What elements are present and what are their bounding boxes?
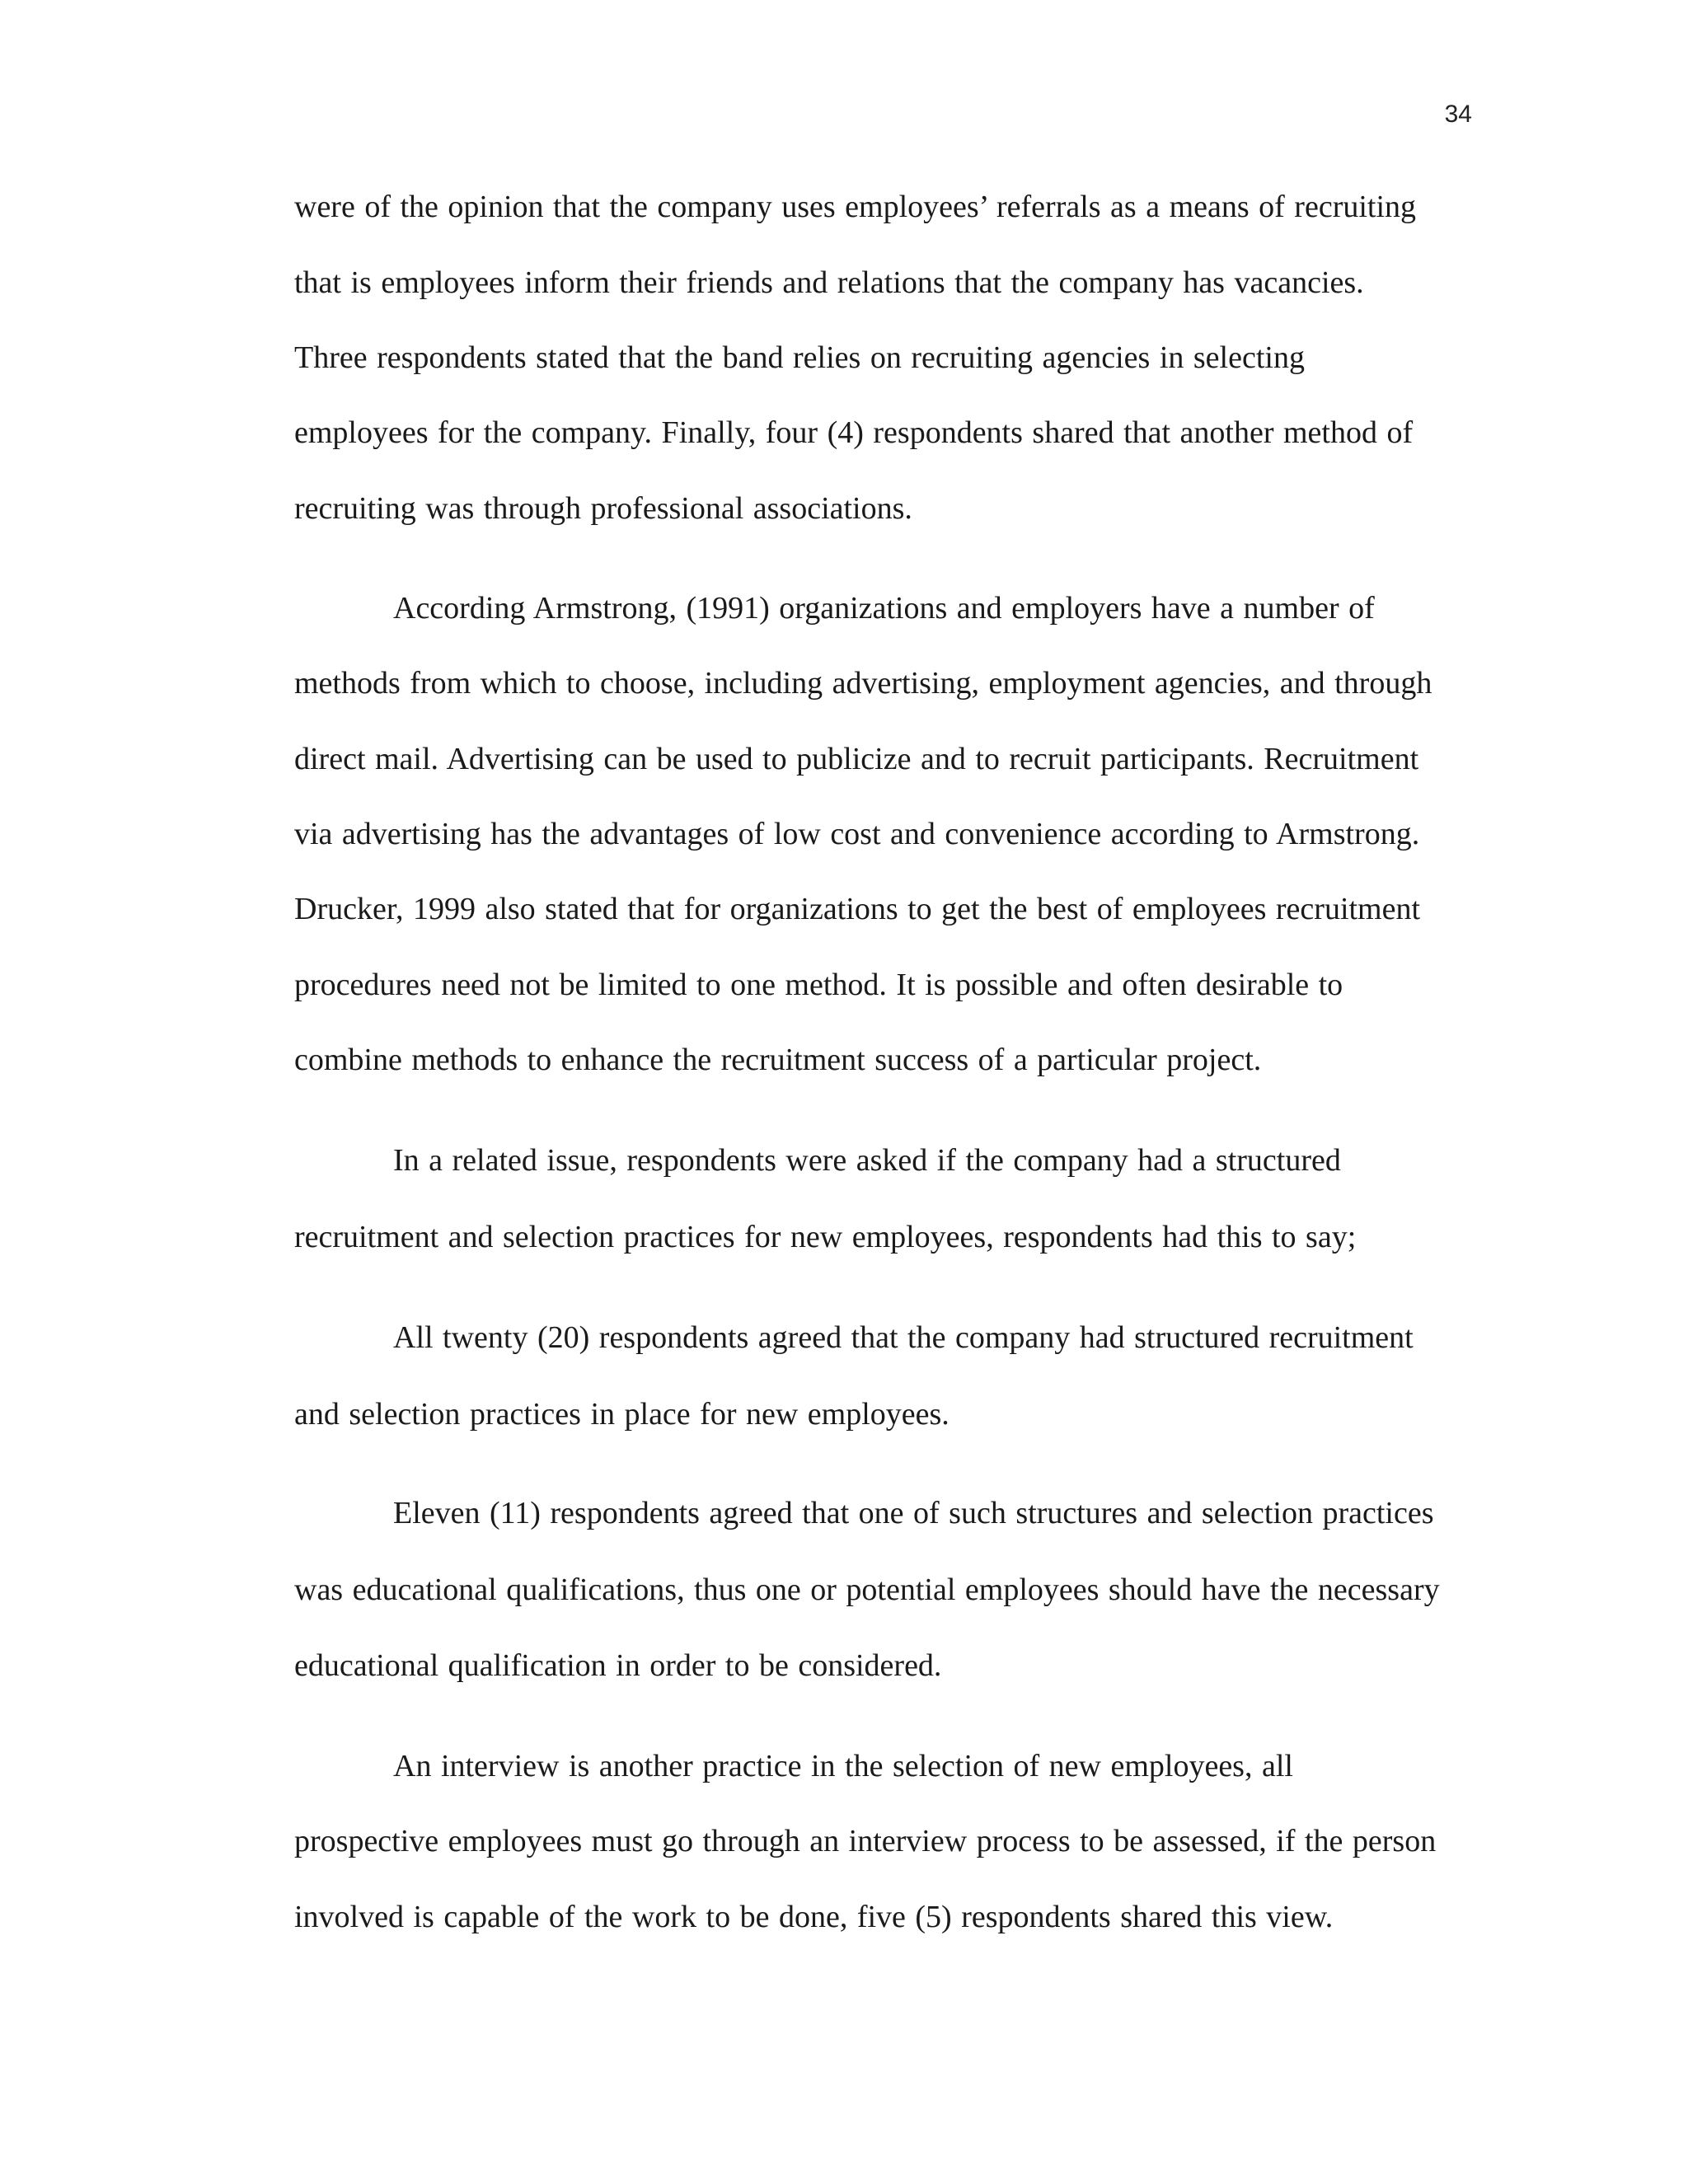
text-line: combine methods to enhance the recruitment success of a particular project. [294, 1043, 1262, 1077]
text-line: Drucker, 1999 also stated that for organizations to get the best of employees recruitment [294, 892, 1421, 926]
text-line: and selection practices in place for new employees. [294, 1397, 950, 1432]
text-line: involved is capable of the work to be done, five (5) respondents shared this view. [294, 1900, 1334, 1934]
text-line: methods from which to choose, including advertising, employment agencies, and through [294, 666, 1432, 701]
text-line: employees for the company. Finally, four (4) respondents shared that another method of [294, 415, 1414, 450]
text-line: that is employees inform their friends and relations that the company has vacancies. [294, 265, 1364, 300]
text-line: recruiting was through professional associations. [294, 491, 912, 526]
text-line: procedures need not be limited to one method. It is possible and often desirable to [294, 968, 1343, 1002]
text-line: were of the opinion that the company uses employees’ referrals as a means of recruiting [294, 190, 1417, 224]
text-line: educational qualification in order to be considered. [294, 1648, 942, 1683]
text-line: direct mail. Advertising can be used to publicize and to recruit participants. Recruitment [294, 742, 1419, 776]
text-line: All twenty (20) respondents agreed that the company had structured recruitment [393, 1320, 1414, 1355]
page-number: 34 [1444, 101, 1472, 128]
text-line: prospective employees must go through an interview process to be assessed, if the person [294, 1824, 1437, 1858]
text-line: According Armstrong, (1991) organizations and employers have a number of [393, 591, 1375, 626]
text-line: Three respondents stated that the band relies on recruiting agencies in selecting [294, 340, 1305, 375]
text-line: was educational qualifications, thus one or potential employees should have the necessary [294, 1572, 1440, 1607]
text-line: Eleven (11) respondents agreed that one of such structures and selection practices [393, 1496, 1434, 1530]
text-line: recruitment and selection practices for new employees, respondents had this to say; [294, 1220, 1357, 1254]
text-line: via advertising has the advantages of low cost and convenience according to Armstrong. [294, 817, 1420, 851]
text-line: In a related issue, respondents were asked if the company had a structured [393, 1143, 1341, 1178]
text-line: An interview is another practice in the selection of new employees, all [393, 1749, 1293, 1783]
